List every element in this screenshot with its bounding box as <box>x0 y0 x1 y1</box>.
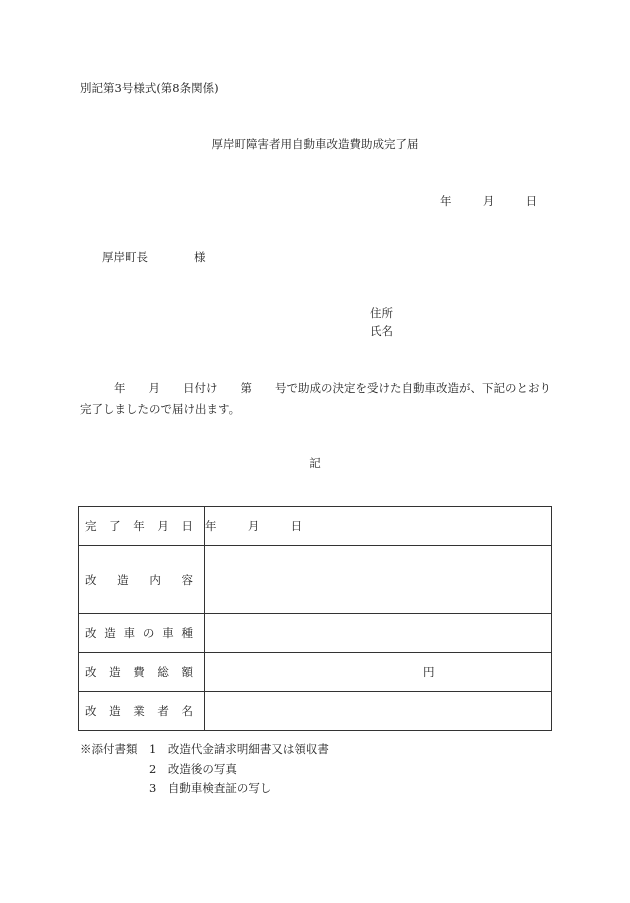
yen-unit: 円 <box>423 665 435 679</box>
row-label-vehicle-type <box>79 614 205 653</box>
details-table <box>78 506 552 731</box>
label-char: 完 <box>85 519 97 533</box>
label-char: の <box>142 626 155 640</box>
label-char: 内 <box>149 572 161 587</box>
label-char: 造 <box>117 572 129 587</box>
label-char: 年 <box>133 519 145 533</box>
attachment-item: 2 改造後の写真 <box>149 762 237 776</box>
row-label-completion-date <box>79 507 205 546</box>
submission-date <box>440 193 537 209</box>
day-label: 日 <box>290 519 303 533</box>
label-char: 改 <box>85 704 97 718</box>
body-text: 年 月 日付け 第 号で助成の決定を受けた自動車改造が、下記のとおり完了しましたので届け出ます。 <box>80 381 551 416</box>
label-char: 種 <box>181 626 193 640</box>
year-label: 年 <box>440 194 452 208</box>
label-char: 額 <box>181 665 193 679</box>
form-label: 別記第3号様式(第8条関係) <box>80 81 219 95</box>
applicant-name-label: 氏名 <box>370 324 393 338</box>
label-char: 改 <box>85 572 97 587</box>
applicant-address-label: 住所 <box>370 306 393 320</box>
addressee <box>102 249 206 265</box>
document-title: 厚岸町障害者用自動車改造費助成完了届 <box>211 137 419 151</box>
row-label-total-cost <box>79 653 205 692</box>
vehicle-type-field[interactable] <box>205 614 552 653</box>
label-char: 総 <box>157 665 169 679</box>
label-char: 名 <box>181 704 193 718</box>
label-char: 容 <box>181 572 193 587</box>
addressee-name: 厚岸町長 <box>102 250 148 264</box>
label-char: 車 <box>123 626 136 640</box>
ki-label: 記 <box>309 456 321 470</box>
row-label-contractor-name <box>79 692 205 731</box>
label-char: 改 <box>85 626 97 640</box>
attachment-item: 3 自動車検査証の写し <box>149 781 272 795</box>
year-label: 年 <box>205 519 217 533</box>
label-char: 月 <box>157 519 169 533</box>
table-row <box>79 653 552 692</box>
month-label: 月 <box>482 194 495 208</box>
table-row <box>79 614 552 653</box>
day-label: 日 <box>525 194 538 208</box>
label-char: 車 <box>162 626 174 640</box>
modification-details-field[interactable] <box>205 546 552 614</box>
contractor-name-field[interactable] <box>205 692 552 731</box>
table-row <box>79 546 552 614</box>
completion-date-field[interactable] <box>205 507 552 546</box>
label-char: 費 <box>133 665 145 679</box>
label-char: 改 <box>85 665 97 679</box>
total-cost-field[interactable] <box>205 653 552 692</box>
addressee-honorific: 様 <box>194 250 206 264</box>
row-label-modification-details <box>79 546 205 614</box>
table-row <box>79 692 552 731</box>
label-char: 了 <box>109 519 121 533</box>
label-char: 者 <box>157 704 169 718</box>
label-char: 日 <box>181 519 193 533</box>
label-char: 造 <box>109 665 121 679</box>
label-char: 造 <box>104 626 116 640</box>
month-label: 月 <box>247 519 260 533</box>
label-char: 業 <box>133 704 145 718</box>
attachments-heading: ※添付書類 1 改造代金請求明細書又は領収書 <box>80 742 329 756</box>
table-row <box>79 507 552 546</box>
label-char: 造 <box>109 704 121 718</box>
